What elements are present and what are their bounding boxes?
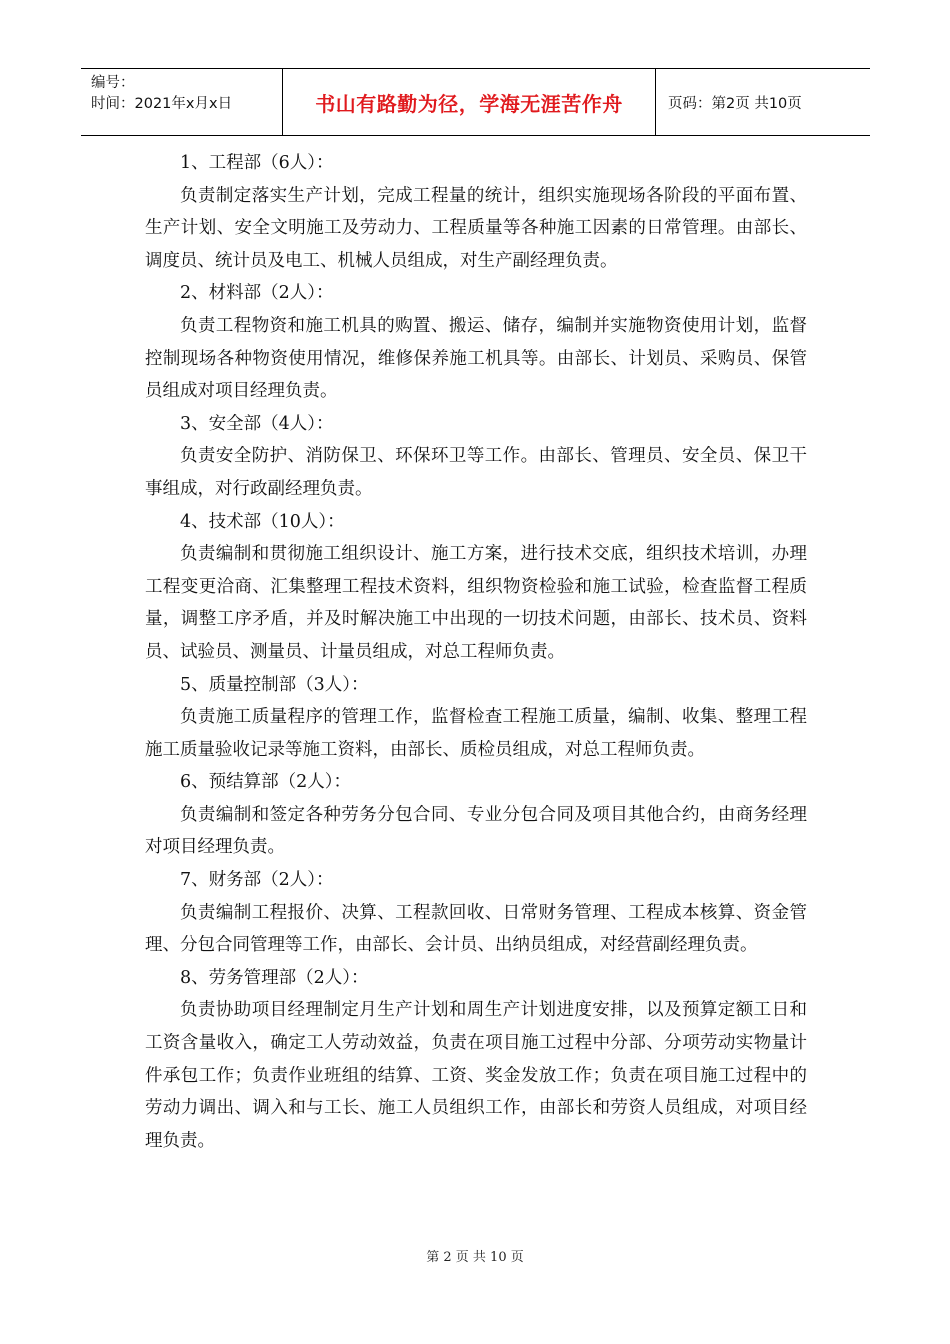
section-body: 负责施工质量程序的管理工作，监督检查工程施工质量，编制、收集、整理工程施工质量验收记录等施工资料，由部长、质检员组成，对总工程师负责。 — [145, 707, 807, 760]
section-heading: 6、预结算部（2人）： — [180, 772, 352, 793]
section-body: 负责工程物资和施工机具的购置、搬运、储存，编制并实施物资使用计划，监督控制现场各种物资使用情况，维修保养施工机具等。由部长、计划员、采购员、保管员组成对项目经理负责。 — [145, 315, 807, 402]
section-heading: 2、材料部（2人）： — [180, 283, 334, 304]
section-heading: 7、财务部（2人）： — [180, 870, 334, 891]
section-body: 负责编制工程报价、决算、工程款回收、日常财务管理、工程成本核算、资金管理、分包合同管理等工作，由部长、会计员、出纳员组成，对经营副经理负责。 — [145, 902, 807, 956]
header-meta — [81, 69, 283, 135]
page-footer: 第 2 页 共 10 页 — [426, 1250, 524, 1265]
page-header — [81, 68, 870, 136]
section-body: 负责编制和贯彻施工组织设计、施工方案，进行技术交底，组织技术培训，办理工程变更洽商、汇集整理工程技术资料，组织物资检验和施工试验，检查监督工程质量，调整工序矛盾，并及时解决施工中出现的一切技术问题，由部长、技术员、资料员、试验员、测量员、计量员组成，对总工程师负责。 — [145, 544, 807, 662]
section-heading: 5、质量控制部（3人）： — [180, 674, 369, 695]
header-motto: 书山有路勤为径，学海无涯苦作舟 — [283, 69, 656, 135]
section-heading: 8、劳务管理部（2人）： — [180, 967, 369, 988]
document-body — [145, 147, 807, 1157]
header-page-code: 页码：第2页 共10页 — [668, 95, 802, 112]
section-body: 负责协助项目经理制定月生产计划和周生产计划进度安排，以及预算定额工日和工资含量收入，确定工人劳动效益，负责在项目施工过程中分部、分项劳动实物量计件承包工作；负责作业班组的结算、工资、奖金发放工作；负责在项目施工过程中的劳动力调出、调入和与工长、施工人员组织工作，由部长和劳资人员组成，对项目经理负责。 — [145, 1000, 807, 1151]
section-heading: 3、安全部（4人）： — [180, 413, 334, 434]
section-body: 负责安全防护、消防保卫、环保环卫等工作。由部长、管理员、安全员、保卫干事组成，对行政副经理负责。 — [145, 446, 807, 499]
document-number-label: 编号： — [91, 75, 135, 91]
section-heading: 1、工程部（6人）： — [180, 153, 334, 173]
section-body: 负责制定落实生产计划，完成工程量的统计，组织实施现场各阶段的平面布置、生产计划、安全文明施工及劳动力、工程质量等各种施工因素的日常管理。由部长、调度员、统计员及电工、机械人员组成，对生产副经理负责。 — [145, 185, 807, 271]
document-date: 时间：2021年x月x日 — [91, 96, 233, 112]
section-heading: 4、技术部（10人）： — [180, 511, 345, 532]
section-body: 负责编制和签定各种劳务分包合同、专业分包合同及项目其他合约，由商务经理对项目经理负责。 — [145, 804, 807, 858]
